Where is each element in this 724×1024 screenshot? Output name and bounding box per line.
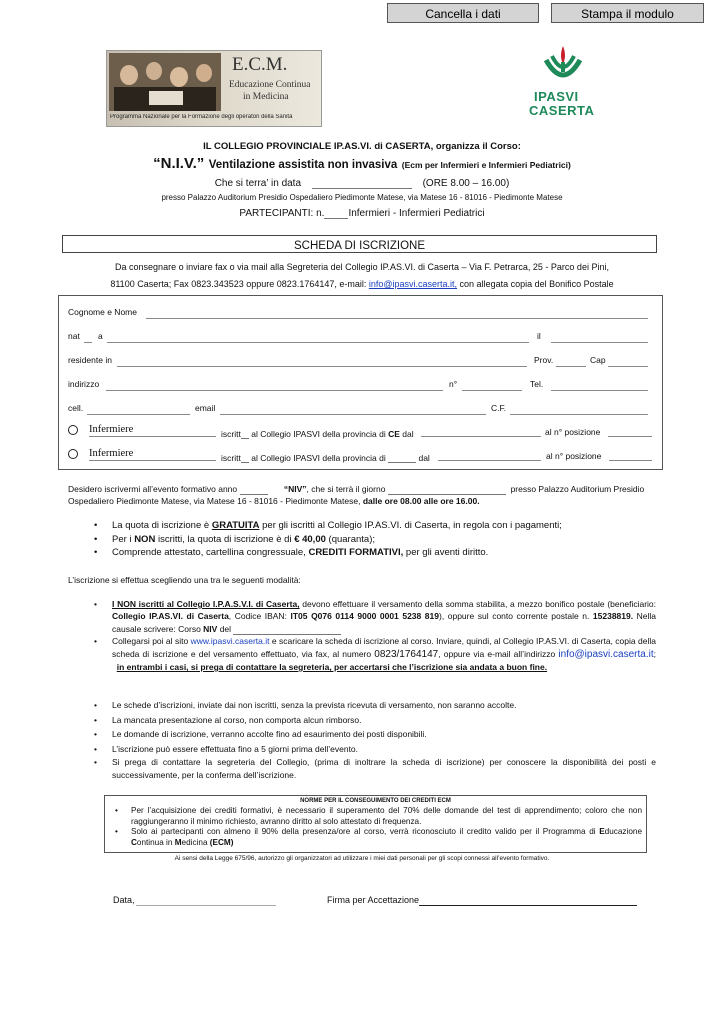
ecm-logo-caption: Programma Nazionale per la Formazione degli operatori della Sanità xyxy=(110,114,293,120)
norme-item-presenza: • Solo ai partecipanti con almeno il 90% della presenza/ore al corso, verrà riconosciuto il credito valido per il Programma di Educazione Continua in Medicina (ECM) xyxy=(105,827,642,848)
desidero-text-b: , che si terrà il giorno xyxy=(306,484,386,494)
date-label: Che si terra’ in data xyxy=(214,178,302,189)
cf-field[interactable] xyxy=(510,414,648,415)
collegio-ce-text: al Collegio IPASVI della provincia di xyxy=(251,429,386,439)
ipasvi-logo-city: CASERTA xyxy=(529,103,595,118)
date-field[interactable] xyxy=(312,177,412,189)
posizione-other-label: al n° posizione xyxy=(546,451,602,461)
ipasvi-site-link[interactable]: www.ipasvi.caserta.it xyxy=(190,636,270,647)
iscritt-other-suffix[interactable] xyxy=(241,451,249,463)
firma-label: Firma per Accettazione xyxy=(327,895,420,905)
note-item: • L’iscrizione può essere effettuata fino a 5 giorni prima dell’evento. xyxy=(84,742,656,757)
cf-label: C.F. xyxy=(491,403,507,413)
ecm-logo-painting-icon xyxy=(109,53,221,111)
intro-text-b: con allegata copia del Bonifico Postale xyxy=(457,279,614,289)
course-note: (Ecm per Infermieri e Infermieri Pediatrici) xyxy=(401,160,571,170)
birthdate-field[interactable] xyxy=(551,342,648,343)
prov-field[interactable] xyxy=(556,366,586,367)
ecm-logo-title: E.C.M. xyxy=(232,54,288,75)
cognome-field[interactable] xyxy=(146,318,648,319)
scheda-title: SCHEDA DI ISCRIZIONE xyxy=(294,240,425,252)
venue-line: presso Palazzo Auditorium Presidio Ospedaliero Piedimonte Matese, via Matese 16 - 81016 - Piedimonte Matese xyxy=(161,193,563,202)
intro-line-1: Da consegnare o inviare fax o via mail alla Segreteria del Collegio IP.AS.VI. di Caserta – Via F. Petrarca, 25 - Parco dei Pini, xyxy=(115,262,609,272)
causale-date-field[interactable] xyxy=(233,625,341,635)
address-field[interactable] xyxy=(106,390,443,391)
quota-item-includes: • Comprende attestato, cartellina congressuale, CREDITI FORMATIVI, per gli aventi diritto. xyxy=(84,546,684,560)
intro-email-link[interactable]: info@ipasvi.caserta.it, xyxy=(368,279,458,289)
ipasvi-mail-link[interactable]: info@ipasvi.caserta.it xyxy=(558,648,654,660)
cell-field[interactable] xyxy=(87,414,190,415)
ecm-logo xyxy=(106,50,322,127)
ecm-logo-line2: in Medicina xyxy=(243,92,289,102)
tel-label: Tel. xyxy=(530,379,544,389)
notes-list xyxy=(84,698,656,782)
collegio-other-text: al Collegio IPASVI della provincia di xyxy=(251,453,386,463)
prov-label: Prov. xyxy=(534,355,554,365)
cap-field[interactable] xyxy=(608,366,648,367)
participants-line xyxy=(0,207,724,219)
course-code: “N.I.V.” xyxy=(153,155,205,172)
giorno-field[interactable] xyxy=(388,485,506,495)
iscritt-ce-text: iscritt xyxy=(221,429,241,439)
course-title xyxy=(0,155,724,173)
email-field[interactable] xyxy=(220,414,486,415)
cap-label: Cap xyxy=(590,355,606,365)
residence-field[interactable] xyxy=(117,366,527,367)
infermiere-other-label: Infermiere xyxy=(89,448,134,459)
ecm-logo-line1: Educazione Continua xyxy=(229,80,311,90)
email-label: email xyxy=(195,403,216,413)
participants-field[interactable] xyxy=(324,207,348,219)
ce-text: CE xyxy=(388,429,400,439)
desidero-text-d: Ospedaliero Piedimonte Matese, via Matese 16 - 81016 - Piedimonte Matese, xyxy=(68,496,361,506)
iscritt-ce-label xyxy=(221,427,414,439)
nat-label: nat xyxy=(68,331,80,341)
participants-label: PARTECIPANTI: n. xyxy=(239,208,325,219)
note-item: • La mancata presentazione al corso, non comporta alcun rimborso. xyxy=(84,713,656,728)
clear-data-button[interactable]: Cancella i dati xyxy=(387,3,539,23)
modalita-item-sito: • Collegarsi poi al sito www.ipasvi.caserta.it e scaricare la scheda di iscrizione al corso. Inviare, quindi, al Collegio IP.AS.VI. di Caserta, copia della scheda di iscrizione e del versamento effettuato, via fax, al numero 0823/1764147, oppure via e-mail all’indirizzo info@ipasvi.caserta.it; in entrambi i casi, si prega di contattare la segreteria, per accertarsi che l’iscrizione sia andata a buon fine. xyxy=(84,635,656,673)
indirizzo-label: indirizzo xyxy=(68,379,100,389)
iscritt-other-label xyxy=(221,451,430,463)
modalita-item-bonifico: • I NON iscritti al Collegio I.P.A.S.V.I. di Caserta, devono effettuare il versamento della somma stabilita, a mezzo bonifico postale (beneficiario: Collegio IP.AS.VI. di Caserta, Codice IBAN: IT05 Q076 0114 9000 0001 5238 819), oppure sul conto corrente postale n. 15238819. Nella causale scrivere: Corso NIV del xyxy=(84,598,656,635)
intro-text-a: 81100 Caserta; Fax 0823.343523 oppure 0823.1764147, e-mail: xyxy=(110,279,369,289)
posizione-ce-field[interactable] xyxy=(608,436,652,437)
cognome-label: Cognome e Nome xyxy=(68,307,137,317)
norme-title: NORME PER IL CONSEGUIMENTO DEI CREDITI ECM xyxy=(300,798,451,804)
data-label: Data, xyxy=(113,895,135,905)
desidero-text-c: presso Palazzo Auditorium Presidio xyxy=(510,484,645,494)
norme-item-test: • Per l’acquisizione dei crediti formativi, è necessario il superamento del 70% delle domande del test di apprendimento; coloro che non raggiungeranno il minimo richiesto, avranno diritto al solo attestato di frequenza. xyxy=(105,806,642,827)
ipasvi-logo-name: IPASVI xyxy=(534,89,579,104)
infermiere-ce-label: Infermiere xyxy=(89,424,134,435)
dal-ce-text: dal xyxy=(402,429,414,439)
infermiere-ce-field[interactable] xyxy=(89,436,216,437)
intro-line-2 xyxy=(0,279,724,289)
infermiere-ce-radio[interactable] xyxy=(68,425,78,435)
iscritt-ce-suffix[interactable] xyxy=(241,427,249,439)
posizione-other-field[interactable] xyxy=(609,460,652,461)
province-other-field[interactable] xyxy=(388,451,416,463)
scheda-title-box xyxy=(62,235,657,253)
infermiere-other-radio[interactable] xyxy=(68,449,78,459)
data-field[interactable] xyxy=(136,905,276,906)
ipasvi-logo xyxy=(520,40,610,122)
modalita-list xyxy=(84,598,656,673)
ipasvi-emblem-icon xyxy=(540,42,586,88)
anno-field[interactable] xyxy=(240,485,268,495)
quota-item-free: • La quota di iscrizione è GRATUITA per gli iscritti al Collegio IP.AS.VI. di Caserta, in regola con i pagamenti; xyxy=(84,519,684,533)
participants-suffix: Infermieri - Infermieri Pediatrici xyxy=(348,208,485,219)
norme-box xyxy=(104,795,647,853)
note-item: • Si prega di contattare la segreteria del Collegio, (prima di inoltrare la scheda di iscrizione) per conoscere la disponibilità dei posti e successivamente, per la conferma dell’iscrizione. xyxy=(84,756,656,782)
dal-other-text: dal xyxy=(418,453,430,463)
privacy-note: Ai sensi della Legge 675/96, autorizzo gli organizzatori ad utilizzare i miei dati personali per gli scopi connessi all’evento formativo. xyxy=(174,855,550,862)
il-label: il xyxy=(537,331,541,341)
desidero-niv: “NIV” xyxy=(283,484,307,494)
dal-other-field[interactable] xyxy=(438,460,541,461)
print-form-button[interactable]: Stampa il modulo xyxy=(551,3,704,23)
desidero-text-a: Desidero iscrivermi all’evento formativo anno xyxy=(68,484,238,494)
hours: (ORE 8.00 – 16.00) xyxy=(422,178,510,189)
desidero-paragraph xyxy=(68,483,658,507)
organizer-line: IL COLLEGIO PROVINCIALE IP.AS.VI. di CASERTA, organizza il Corso: xyxy=(203,141,521,152)
note-item: • Le domande di iscrizione, verranno accolte fino ad esaurimento dei posti disponibili. xyxy=(84,727,656,742)
modalita-intro: L’iscrizione si effettua scegliendo una tra le seguenti modalità: xyxy=(68,575,301,585)
iscritt-other-text: iscritt xyxy=(221,453,241,463)
residente-label: residente in xyxy=(68,355,112,365)
desidero-hours: dalle ore 08.00 alle ore 16.00. xyxy=(362,496,480,506)
birthplace-field[interactable] xyxy=(107,342,529,343)
a-label: a xyxy=(98,331,103,341)
course-name: Ventilazione assistita non invasiva xyxy=(208,159,398,171)
civic-number-field[interactable] xyxy=(462,390,522,391)
infermiere-other-field[interactable] xyxy=(89,460,216,461)
nat-suffix-field[interactable] xyxy=(84,342,92,343)
civic-number-label: n° xyxy=(449,379,458,389)
course-date-line xyxy=(0,177,724,189)
posizione-ce-label: al n° posizione xyxy=(545,427,601,437)
cell-label: cell. xyxy=(68,403,84,413)
quota-item-paid: • Per i NON iscritti, la quota di iscrizione è di € 40,00 (quaranta); xyxy=(84,533,684,547)
firma-field[interactable] xyxy=(419,905,637,906)
registration-form xyxy=(58,295,663,470)
note-item: • Le schede d’iscrizioni, inviate dai non iscritti, senza la prevista ricevuta di versamento, non saranno accolte. xyxy=(84,698,656,713)
quota-list xyxy=(84,519,684,560)
norme-list xyxy=(105,806,646,848)
tel-field[interactable] xyxy=(551,390,648,391)
dal-ce-field[interactable] xyxy=(421,436,541,437)
